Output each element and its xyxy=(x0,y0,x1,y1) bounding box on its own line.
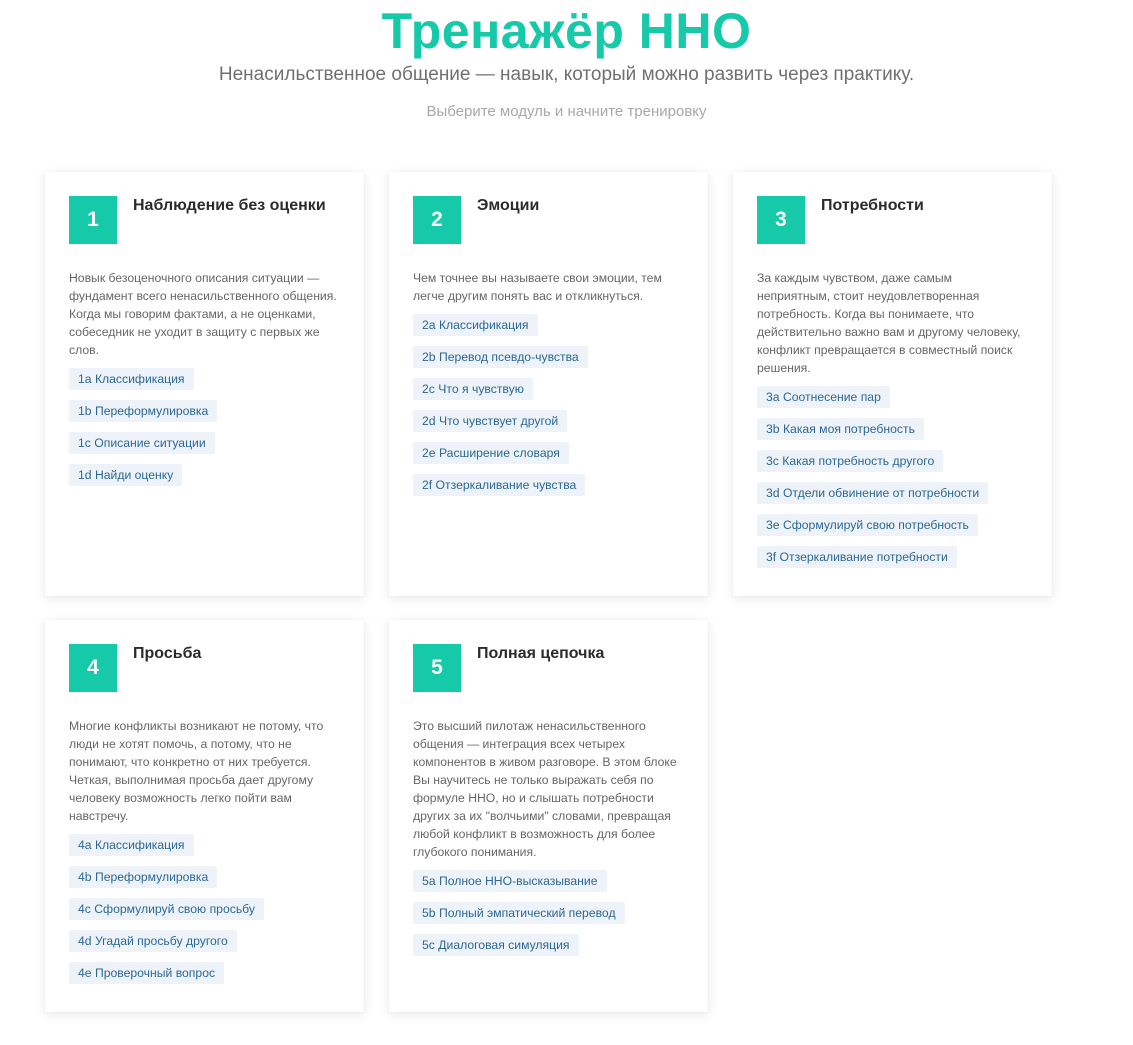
module-title: Потребности xyxy=(821,197,924,214)
exercise-list xyxy=(413,314,684,496)
exercise-link[interactable]: 4b Переформулировка xyxy=(69,866,217,888)
page-hint: Выберите модуль и начните тренировку xyxy=(426,103,707,120)
exercise-link[interactable]: 3f Отзеркаливание потребности xyxy=(757,546,957,568)
exercise-link[interactable]: 4e Проверочный вопрос xyxy=(69,962,224,984)
module-card-3 xyxy=(733,172,1052,596)
module-header xyxy=(69,196,340,244)
exercise-link[interactable]: 1a Классификация xyxy=(69,368,194,390)
module-title: Полная цепочка xyxy=(477,645,605,662)
module-description: Многие конфликты возникают не потому, что люди не хотят помочь, а потому, что не понимают, что конкретно от них требуется. Четкая, выполнимая просьба дает другому человеку возможность легко пойти вам навстречу. xyxy=(69,719,324,823)
module-number-badge: 1 xyxy=(69,196,117,244)
exercise-link[interactable]: 3e Сформулируй свою потребность xyxy=(757,514,978,536)
exercise-link[interactable]: 5a Полное ННО-высказывание xyxy=(413,870,607,892)
exercise-link[interactable]: 4c Сформулируй свою просьбу xyxy=(69,898,264,920)
exercise-link[interactable]: 2a Классификация xyxy=(413,314,538,336)
exercise-list xyxy=(757,386,1028,568)
page-title: Тренажёр ННО xyxy=(381,3,752,59)
exercise-link[interactable]: 1b Переформулировка xyxy=(69,400,217,422)
module-title: Наблюдение без оценки xyxy=(133,197,326,214)
module-card-1 xyxy=(45,172,364,596)
exercise-link[interactable]: 2c Что я чувствую xyxy=(413,378,533,400)
module-number-badge: 3 xyxy=(757,196,805,244)
exercise-list xyxy=(69,834,340,984)
module-description: Чем точнее вы называете свои эмоции, тем легче другим понять вас и откликнуться. xyxy=(413,271,662,303)
module-header xyxy=(69,644,340,692)
exercise-link[interactable]: 2b Перевод псевдо-чувства xyxy=(413,346,588,368)
exercise-link[interactable]: 2f Отзеркаливание чувства xyxy=(413,474,585,496)
module-title: Просьба xyxy=(133,645,202,662)
exercise-link[interactable]: 4d Угадай просьбу другого xyxy=(69,930,237,952)
module-header xyxy=(413,196,684,244)
page-subtitle: Ненасильственное общение — навык, который можно развить через практику. xyxy=(218,64,915,85)
module-description: За каждым чувством, даже самым неприятным, стоит неудовлетворенная потребность. Когда вы понимаете, что действительно важно вам и другому человеку, конфликт превращается в совместный поиск решения. xyxy=(757,271,1021,375)
exercise-link[interactable]: 2e Расширение словаря xyxy=(413,442,569,464)
exercise-link[interactable]: 3b Какая моя потребность xyxy=(757,418,924,440)
exercise-link[interactable]: 3c Какая потребность другого xyxy=(757,450,943,472)
exercise-link[interactable]: 3a Соотнесение пар xyxy=(757,386,890,408)
exercise-link[interactable]: 2d Что чувствует другой xyxy=(413,410,567,432)
exercise-link[interactable]: 1d Найди оценку xyxy=(69,464,182,486)
module-description: Это высший пилотаж ненасильственного общения — интеграция всех четырех компонентов в живом разговоре. В этом блоке Вы научитесь не только выражать себя по формуле ННО, но и слышать потребности других за их "волчьими" словами, превращая любой конфликт в возможность для более глубокого понимания. xyxy=(413,719,677,859)
module-header xyxy=(413,644,684,692)
exercise-link[interactable]: 1c Описание ситуации xyxy=(69,432,215,454)
module-card-2 xyxy=(389,172,708,596)
exercise-link[interactable]: 3d Отдели обвинение от потребности xyxy=(757,482,988,504)
module-header xyxy=(757,196,1028,244)
module-number-badge: 5 xyxy=(413,644,461,692)
exercise-list xyxy=(413,870,684,956)
module-title: Эмоции xyxy=(477,197,540,214)
exercise-link[interactable]: 5b Полный эмпатический перевод xyxy=(413,902,625,924)
module-card-5 xyxy=(389,620,708,1012)
exercise-link[interactable]: 5c Диалоговая симуляция xyxy=(413,934,579,956)
module-description: Новык безоценочного описания ситуации — фундамент всего ненасильственного общения. Когда мы говорим фактами, а не оценками, собеседник не уходит в защиту с первых же слов. xyxy=(69,271,337,357)
module-number-badge: 4 xyxy=(69,644,117,692)
exercise-link[interactable]: 4a Классификация xyxy=(69,834,194,856)
exercise-list xyxy=(69,368,340,486)
module-number-badge: 2 xyxy=(413,196,461,244)
module-card-4 xyxy=(45,620,364,1012)
